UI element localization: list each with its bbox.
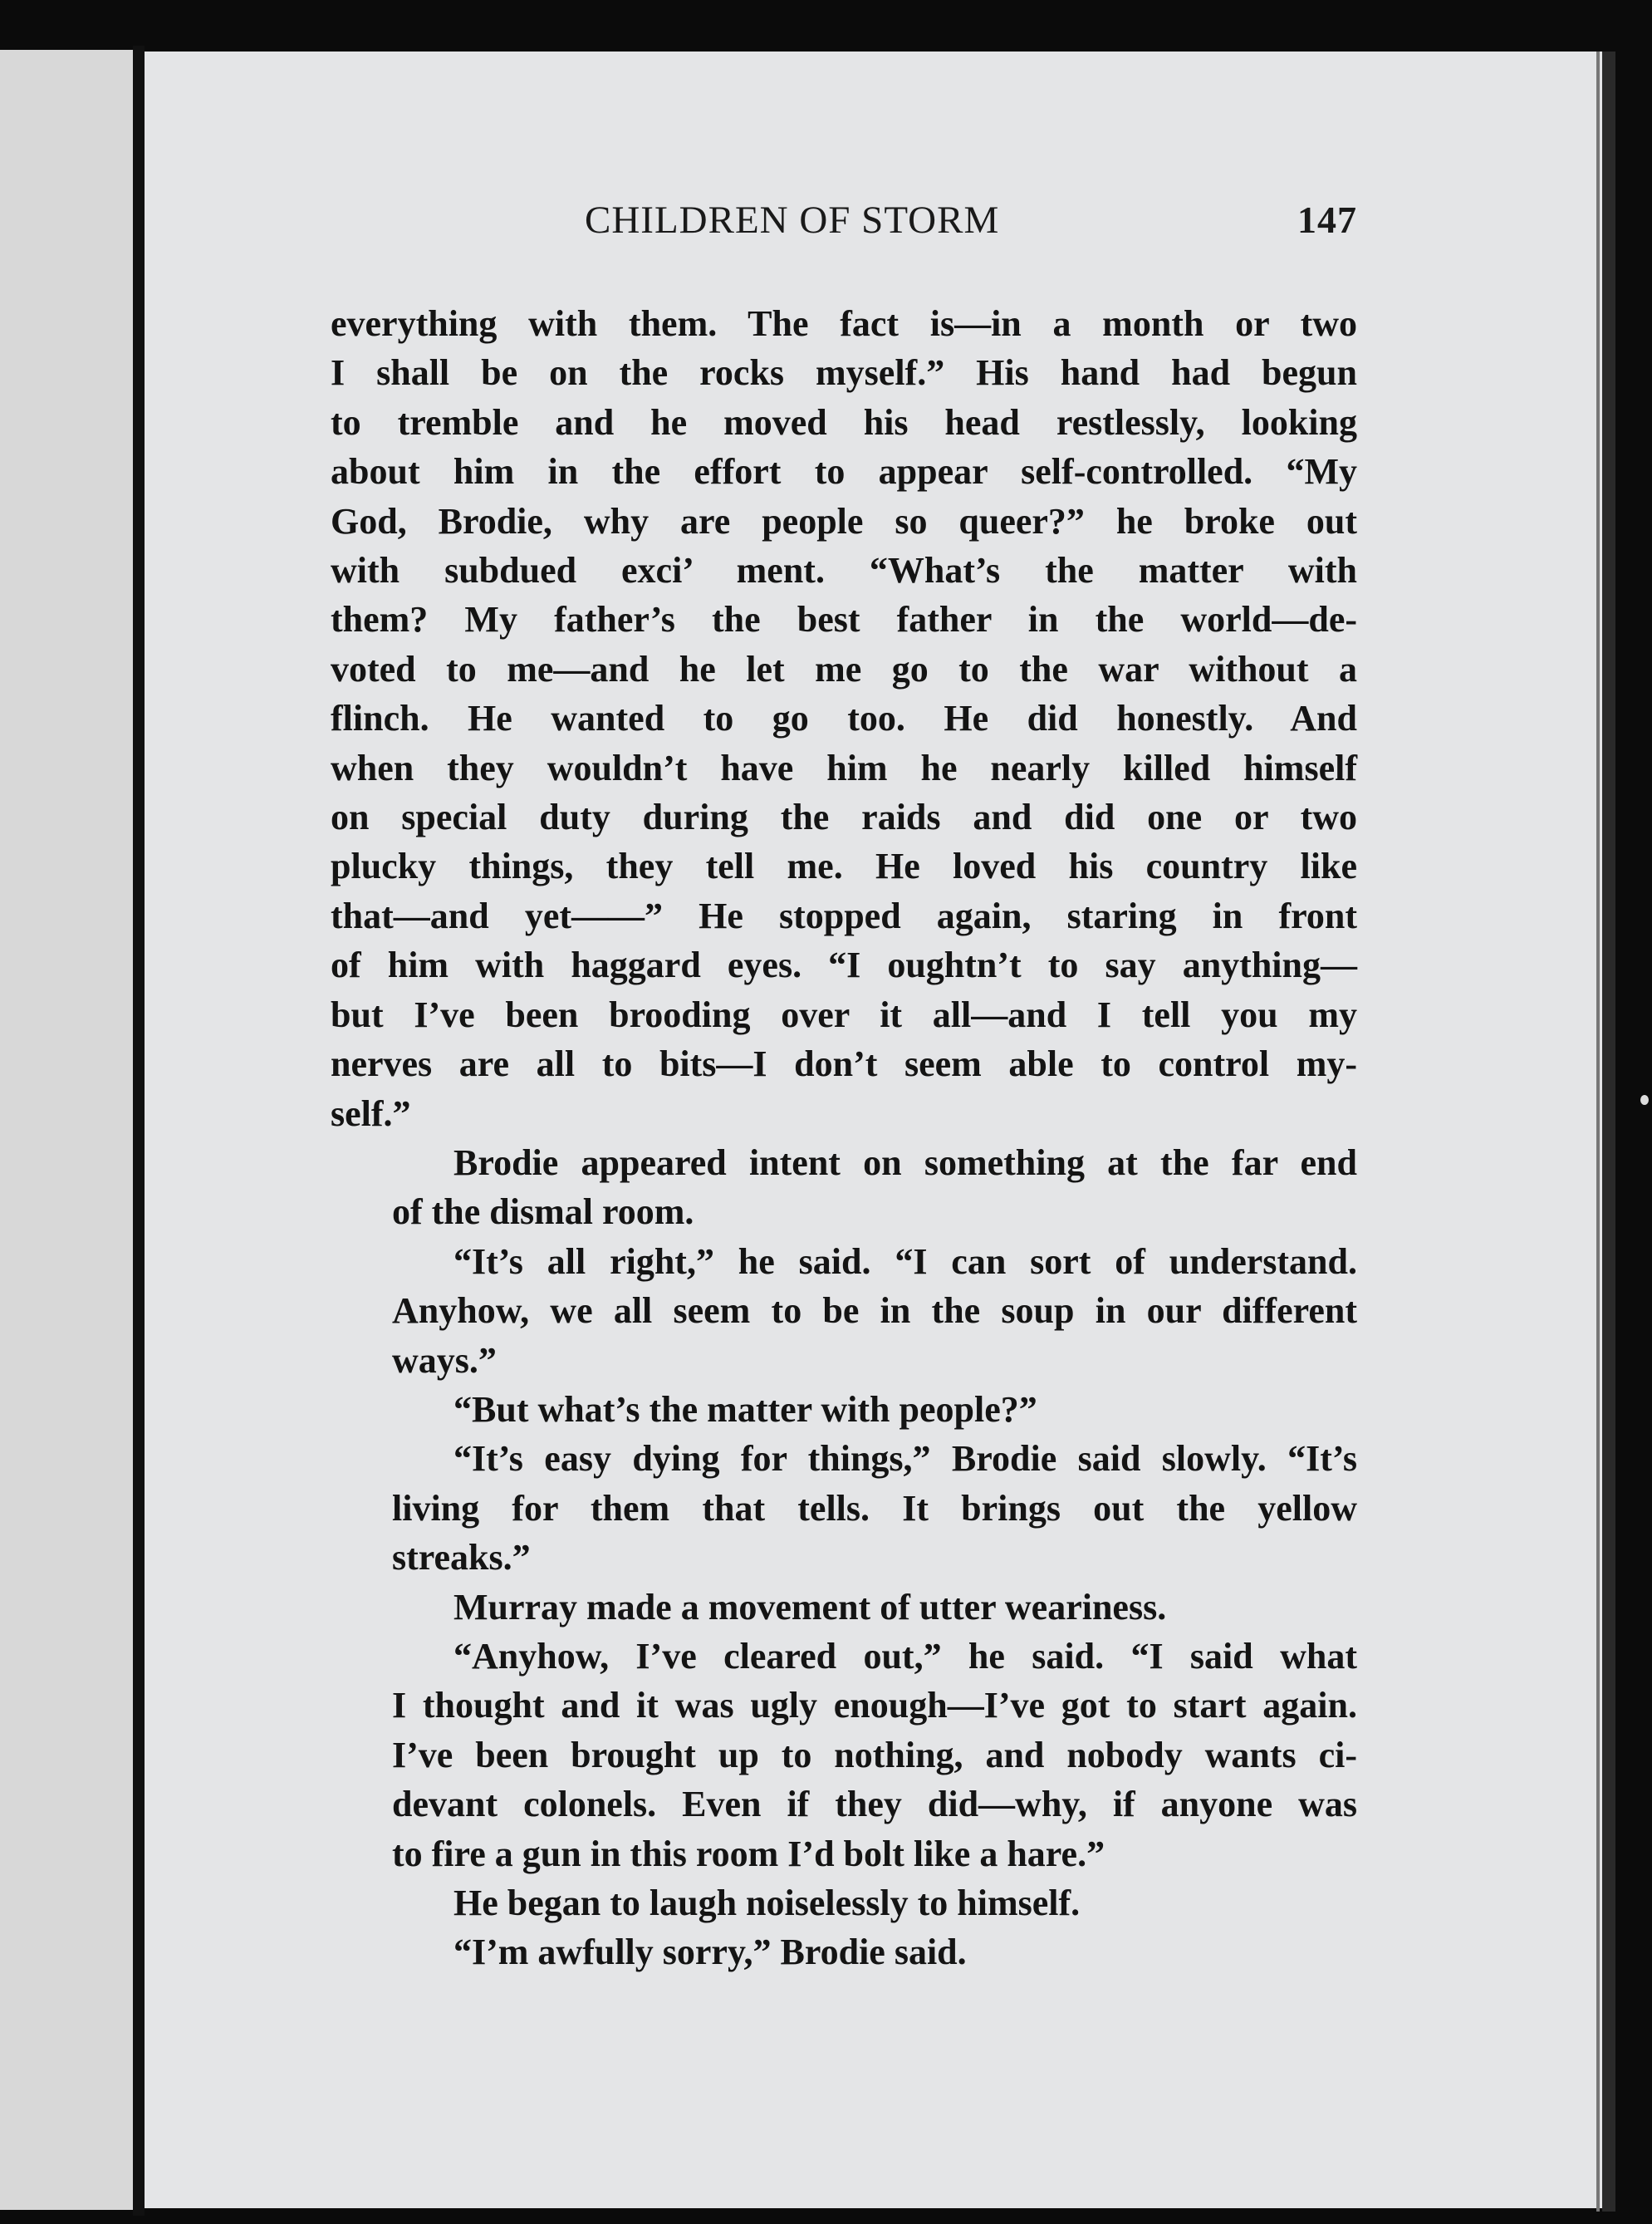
text-line: flinch. He wanted to go too. He did honestly. And xyxy=(331,698,1357,739)
text-line: “But what’s the matter with people?” xyxy=(453,1388,1037,1430)
text-line: with subdued exci’ ment. “What’s the matter with xyxy=(331,550,1357,592)
text-line: but I’ve been brooding over it all—and I tell you my xyxy=(331,994,1357,1035)
page-number: 147 xyxy=(1297,199,1357,241)
text-line: He began to laugh noiselessly to himself. xyxy=(453,1883,1081,1923)
paragraph xyxy=(331,1138,1357,1237)
paragraph xyxy=(331,1237,1357,1385)
paragraph xyxy=(331,299,1357,1138)
text-line: nerves are all to bits—I don’t seem able to control my- xyxy=(331,1043,1357,1085)
running-title: CHILDREN OF STORM xyxy=(585,199,1000,242)
text-line: I’ve been brought up to nothing, and nobody wants ci- xyxy=(392,1734,1357,1775)
text-line: voted to me—and he let me go to the war without a xyxy=(331,648,1357,690)
paragraph xyxy=(331,1878,1357,1927)
text-line: I thought and it was ugly enough—I’ve got to start again. xyxy=(392,1685,1357,1726)
running-head xyxy=(331,198,1357,248)
paragraph xyxy=(331,1434,1357,1582)
text-line: Brodie appeared intent on something at the far end xyxy=(453,1141,1357,1183)
text-line: “Anyhow, I’ve cleared out,” he said. “I said what xyxy=(453,1635,1357,1677)
paragraph xyxy=(331,1632,1357,1878)
text-line: when they wouldn’t have him he nearly killed himself xyxy=(331,747,1357,788)
text-line: plucky things, they tell me. He loved his country like xyxy=(331,846,1357,887)
text-line: streaks.” xyxy=(392,1537,531,1578)
paragraph xyxy=(331,1583,1357,1632)
text-line: of the dismal room. xyxy=(392,1191,694,1233)
text-line: about him in the effort to appear self-controlled. “My xyxy=(331,451,1357,493)
text-line: “It’s easy dying for things,” Brodie said slowly. “It’s xyxy=(453,1438,1357,1480)
paragraph xyxy=(331,1927,1357,1976)
text-line: God, Brodie, why are people so queer?” he broke out xyxy=(331,500,1357,542)
text-line: that—and yet——” He stopped again, staring in front xyxy=(331,895,1357,936)
text-line: them? My father’s the best father in the world—de- xyxy=(331,599,1357,641)
scan-speck xyxy=(1640,1095,1649,1105)
facing-page-edge xyxy=(0,50,133,2210)
page-right-edge xyxy=(1602,52,1615,2212)
text-line: Murray made a movement of utter weariness. xyxy=(453,1586,1167,1627)
text-line: “I’m awfully sorry,” Brodie said. xyxy=(453,1932,967,1973)
text-line: on special duty during the raids and did one or two xyxy=(331,797,1357,838)
text-line: devant colonels. Even if they did—why, if anyone was xyxy=(392,1784,1357,1825)
body-text xyxy=(331,299,1357,1977)
text-line: living for them that tells. It brings out the yellow xyxy=(392,1487,1357,1529)
paragraph xyxy=(331,1385,1357,1434)
text-line: to tremble and he moved his head restlessly, looking xyxy=(331,401,1357,443)
text-line: everything with them. The fact is—in a month or two xyxy=(331,303,1357,344)
text-line: “It’s all right,” he said. “I can sort of understand. xyxy=(453,1240,1357,1282)
book-binding xyxy=(133,46,145,2216)
text-line: ways.” xyxy=(392,1339,497,1381)
text-line: I shall be on the rocks myself.” His hand had begun xyxy=(331,352,1357,394)
text-line: to fire a gun in this room I’d bolt like a hare.” xyxy=(392,1833,1105,1874)
text-line: self.” xyxy=(331,1092,411,1134)
text-line: Anyhow, we all seem to be in the soup in our different xyxy=(392,1290,1357,1332)
text-line: of him with haggard eyes. “I oughtn’t to say anything— xyxy=(331,945,1357,986)
page-right-edge-line xyxy=(1596,52,1600,2212)
